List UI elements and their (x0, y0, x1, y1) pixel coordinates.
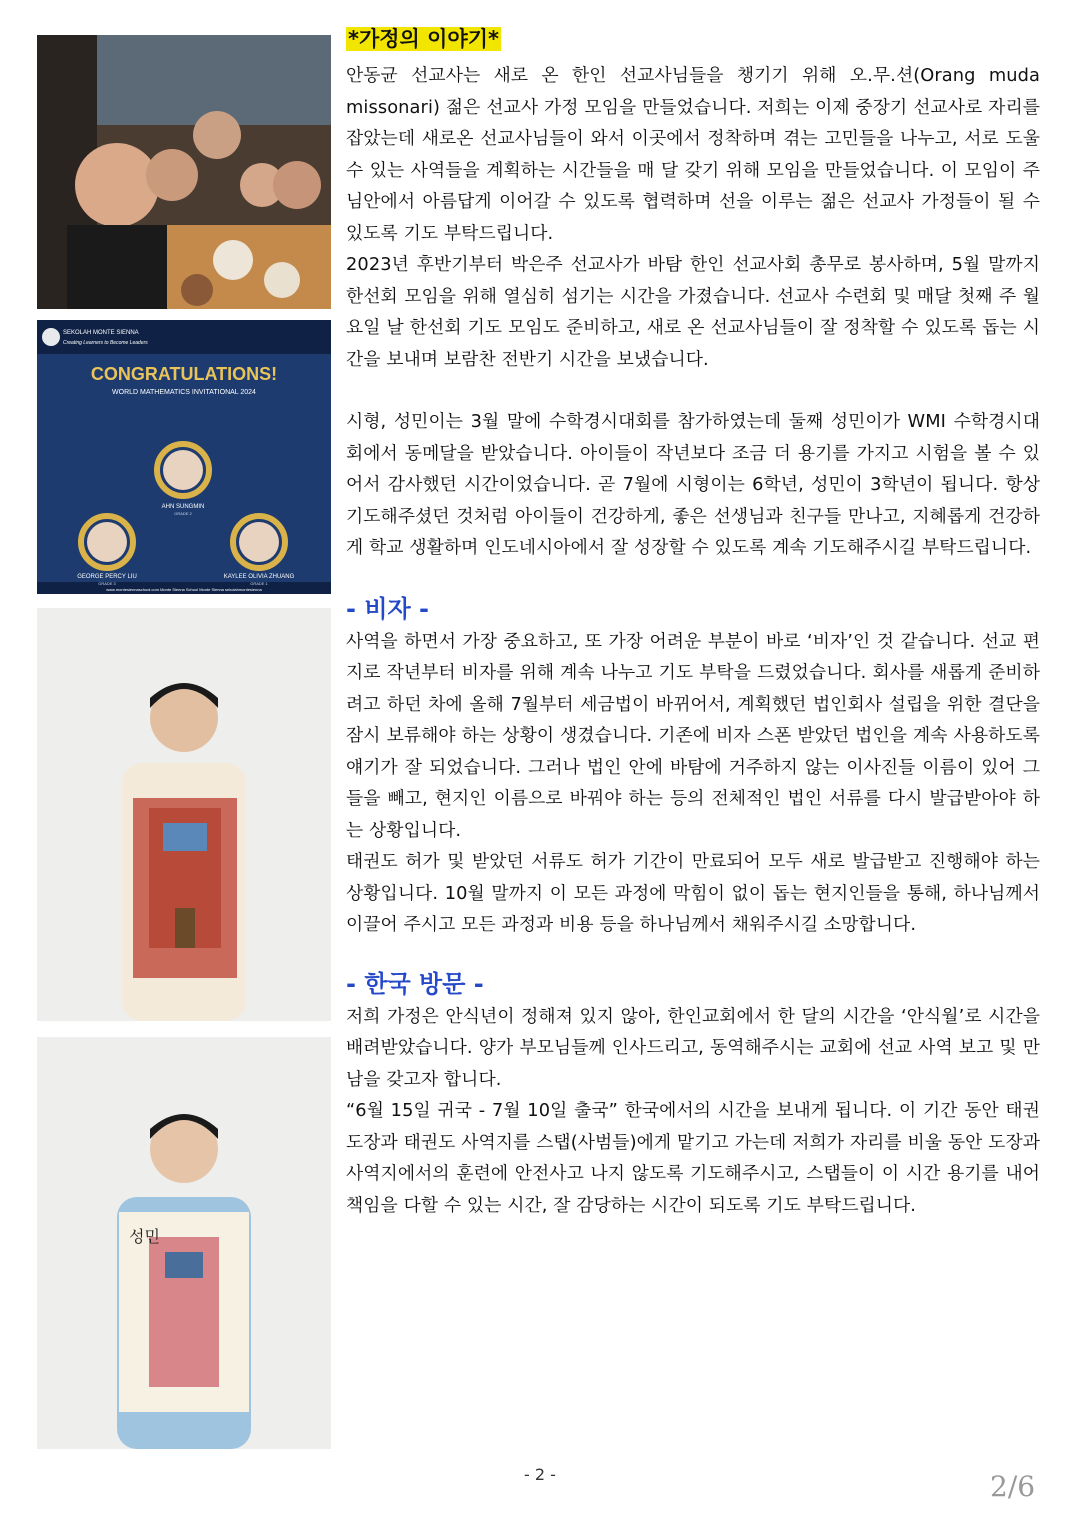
poster-winner-3-grade: GRADE 1 (250, 581, 268, 586)
photo-boy-with-craft-1 (37, 608, 331, 1021)
letter-content (346, 24, 1040, 1221)
page-indicator: 2/6 (990, 1470, 1036, 1503)
family-paragraph-3: 시형, 성민이는 3월 말에 수학경시대회를 참가하였는데 둘째 성민이가 WMI 수학경시대회에서 동메달을 받았습니다. 아이들이 작년보다 조금 더 용기를 가지고 시험을 볼 수 있어서 감사했던 시간이었습니다. 곧 7월에 시형이는 6학년, 성민이 3학년이 됩니다. 항상 기도해주셨던 것처럼 아이들이 건강하게, 좋은 선생님과 친구들 만나고, 지혜롭게 건강하게 학교 생활하며 인도네시아에서 잘 성장할 수 있도록 계속 기도해주시길 부탁드립니다. (346, 411, 1040, 558)
page-footer-label: - 2 - (524, 1465, 556, 1484)
poster-winner-2-grade: GRADE 3 (98, 581, 116, 586)
poster-background (37, 320, 331, 594)
family-title-text: *가정의 이야기* (348, 27, 499, 51)
photo-boy-with-craft-2 (37, 1037, 331, 1449)
poster-winner-1-grade: GRADE 2 (174, 511, 192, 516)
craft-name-label: 성민 (129, 1227, 160, 1246)
korea-paragraph-2: “6월 15일 귀국 - 7월 10일 출국” 한국에서의 시간을 보내게 됩니다. 이 기간 동안 태권도장과 태권도 사역지를 스탭(사범들)에게 맡기고 가는데 저희가 자리를 비울 동안 도장과 사역지에서의 훈련에 안전사고 나지 않도록 기도해주시고, 스탭들이 이 시간 용기를 내어 책임을 다할 수 있는 시간, 잘 감당하는 시간이 되도록 기도 부탁드립니다. (346, 1100, 1040, 1216)
poster-math-competition (37, 320, 331, 594)
korea-paragraph-1: 저희 가정은 안식년이 정해져 있지 않아, 한인교회에서 한 달의 시간을 ‘안식월’로 시간을 배려받았습니다. 양가 부모님들께 인사드리고, 동역해주시는 교회에 선교 사역 보고 및 만남을 갖고자 합니다. (346, 1005, 1040, 1090)
visa-paragraph-1: 사역을 하면서 가장 중요하고, 또 가장 어려운 부분이 바로 ‘비자’인 것 같습니다. 선교 편지로 작년부터 비자를 위해 계속 나누고 기도 부탁을 드렸었습니다. 회사를 새롭게 준비하려고 하던 차에 올해 7월부터 세금법이 바뀌어서, 계획했던 법인회사 설립을 위한 결단을 잠시 보류해야 하는 상황이 생겼습니다. 기존에 비자 스폰 받았던 법인을 계속 사용하도록 얘기가 잘 되었습니다. 그러나 법인 안에 바탐에 거주하지 않는 이사진들 이름이 있어 그들을 빼고, 현지인 이름으로 바꿔야 하는 등의 전체적인 법인 서류를 다시 발급받아야 하는 상황입니다. (346, 630, 1040, 841)
boy-illustration-2 (37, 1037, 331, 1449)
boy-illustration-1 (37, 608, 331, 1021)
visa-paragraph-2: 태권도 허가 및 받았던 서류도 허가 기간이 만료되어 모두 새로 발급받고 진행해야 하는 상황입니다. 10월 말까지 이 모든 과정에 막힘이 없이 돕는 현지인들을 통해, 하나님께서 이끌어 주시고 모든 과정과 비용 등을 하나님께서 채워주시길 소망합니다. (346, 851, 1040, 935)
poster-tagline: Creating Learners to Become Leaders (63, 340, 148, 346)
poster-winner-3-name: KAYLEE OLIVIA ZHUANG (223, 574, 295, 580)
poster-headline: CONGRATULATIONS! (90, 364, 278, 384)
poster-school: SEKOLAH MONTE SIENNA (63, 330, 139, 336)
family-paragraph-1: 안동균 선교사는 새로 온 한인 선교사님들을 챙기기 위해 오.무.션(Orang muda missonari) 젊은 선교사 가정 모임을 만들었습니다. 저희는 이제 중장기 선교사로 자리를 잡았는데 새로온 선교사님들이 와서 이곳에서 정착하며 겪는 고민들을 나누고, 서로 도울 수 있는 사역들을 계획하는 시간들을 매 달 갖기 위해 모임을 만들었습니다. 이 모임이 주님안에서 아름답게 이어갈 수 있도록 협력하며 선을 이루는 젊은 선교사 가정들이 될 수 있도록 기도 부탁드립니다. (346, 65, 1040, 244)
poster-winner-2-name: GEORGE PERCY LIU (77, 574, 137, 580)
korea-section-title: - 한국 방문 - (346, 969, 484, 998)
family-section-title (346, 24, 1040, 54)
gathering-illustration (37, 35, 331, 309)
poster-event: WORLD MATHEMATICS INVITATIONAL 2024 (112, 389, 256, 396)
family-paragraph-2: 2023년 후반기부터 박은주 선교사가 바탐 한인 선교사회 총무로 봉사하며, 5월 말까지 한선회 모임을 위해 열심히 섬기는 시간을 가졌습니다. 선교사 수련회 및 매달 첫째 주 월요일 날 한선회 기도 모임도 준비하고, 새로 온 선교사님들이 잘 정착할 수 있도록 돕는 시간을 보내며 보람찬 전반기 시간을 보냈습니다. (346, 254, 1040, 370)
photo-family-gathering (37, 35, 331, 309)
poster-footer: www.montesiennaschool.com Monte Sienna School Monte Sienna sekolahmontesienna (106, 587, 262, 592)
poster-winner-1-name: AHN SUNGMIN (161, 504, 205, 510)
visa-section-title: - 비자 - (346, 594, 430, 623)
